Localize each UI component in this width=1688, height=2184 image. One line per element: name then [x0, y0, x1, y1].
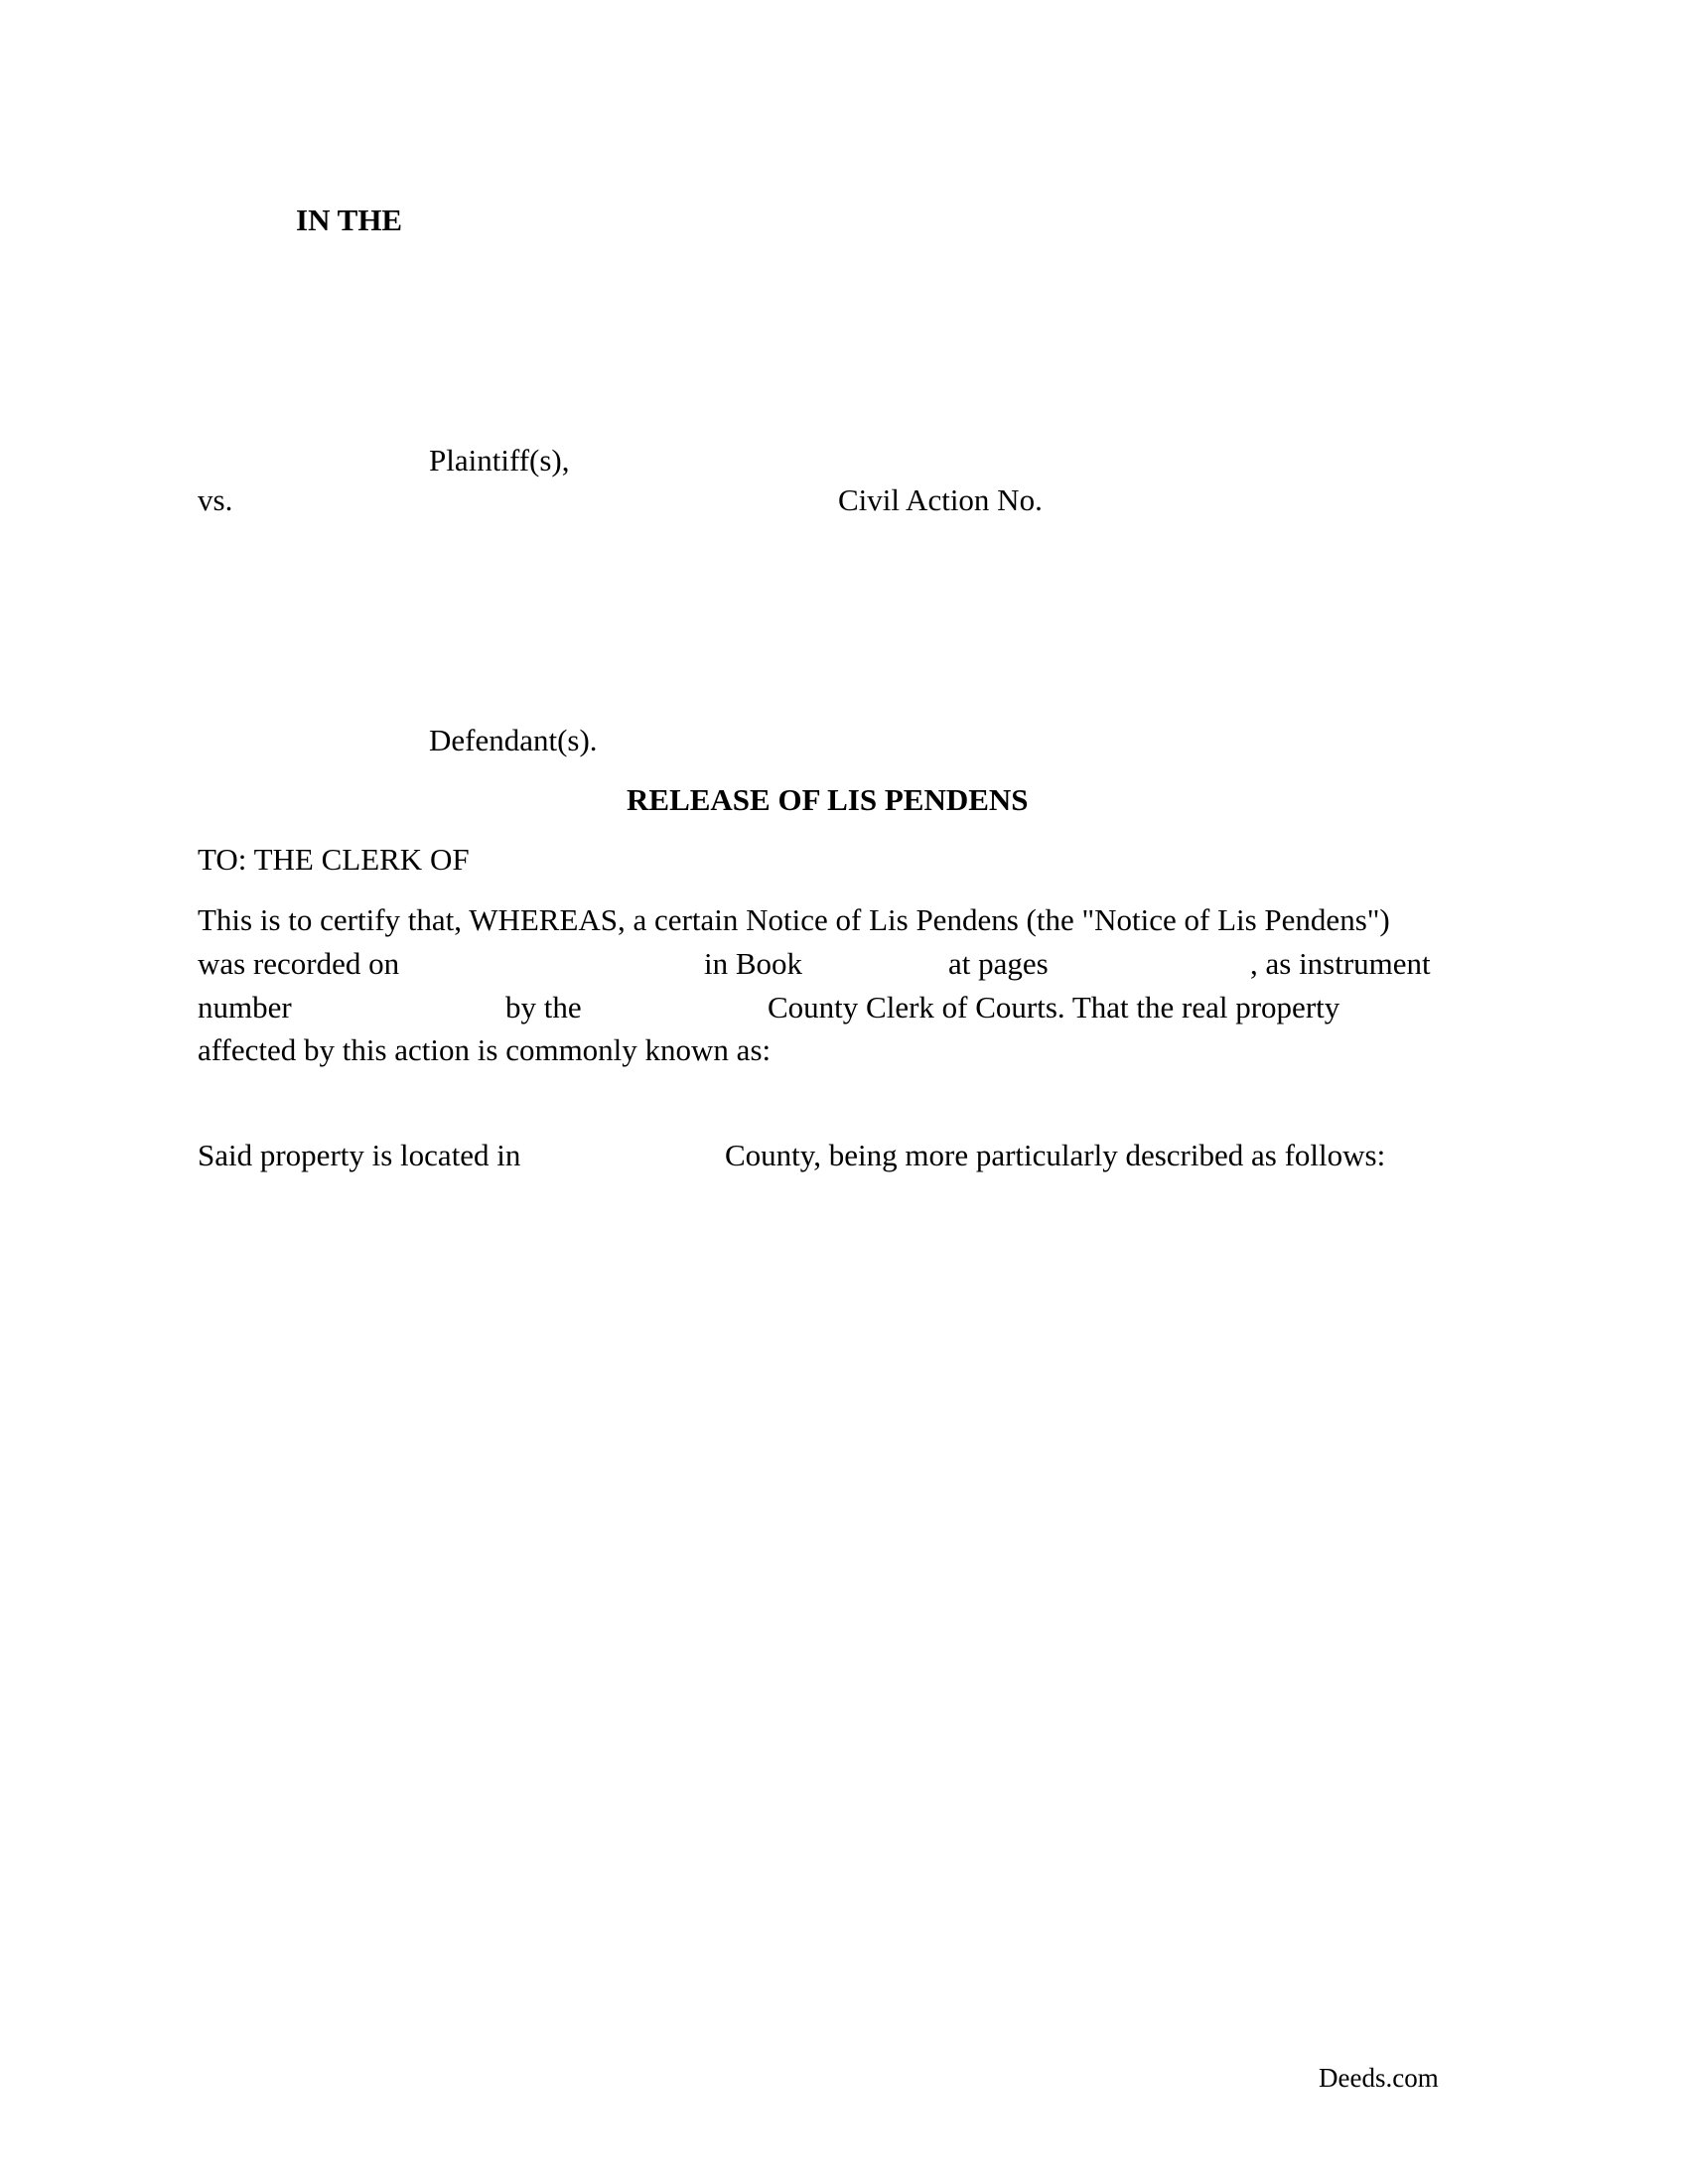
body-line-4: affected by this action is commonly known as: — [198, 1032, 772, 1067]
body-line-3-by-the: by the — [505, 990, 582, 1024]
versus-label: vs. — [198, 482, 233, 517]
body-line-2-recorded-on: was recorded on — [198, 946, 400, 981]
body-line-3-county-clerk: County Clerk of Courts. That the real property — [768, 990, 1340, 1024]
body-line-2-at-pages: at pages — [948, 946, 1049, 981]
body-line-1: This is to certify that, WHEREAS, a certain Notice of Lis Pendens (the "Notice of Lis Pendens") — [198, 902, 1390, 937]
clerk-addressee: TO: THE CLERK OF — [198, 842, 470, 877]
footer-brand: Deeds.com — [1319, 2063, 1439, 2093]
body-line-2-instrument: , as instrument — [1250, 946, 1431, 981]
body-line-2-in-book: in Book — [704, 946, 803, 981]
document-title: RELEASE OF LIS PENDENS — [627, 782, 1029, 817]
court-heading: IN THE — [296, 203, 403, 237]
defendants-label: Defendant(s). — [429, 723, 598, 757]
body-line-3-number: number — [198, 990, 292, 1024]
location-suffix: County, being more particularly described as follows: — [725, 1138, 1386, 1172]
location-prefix: Said property is located in — [198, 1138, 521, 1172]
civil-action-label: Civil Action No. — [838, 482, 1043, 517]
plaintiffs-label: Plaintiff(s), — [429, 443, 570, 478]
